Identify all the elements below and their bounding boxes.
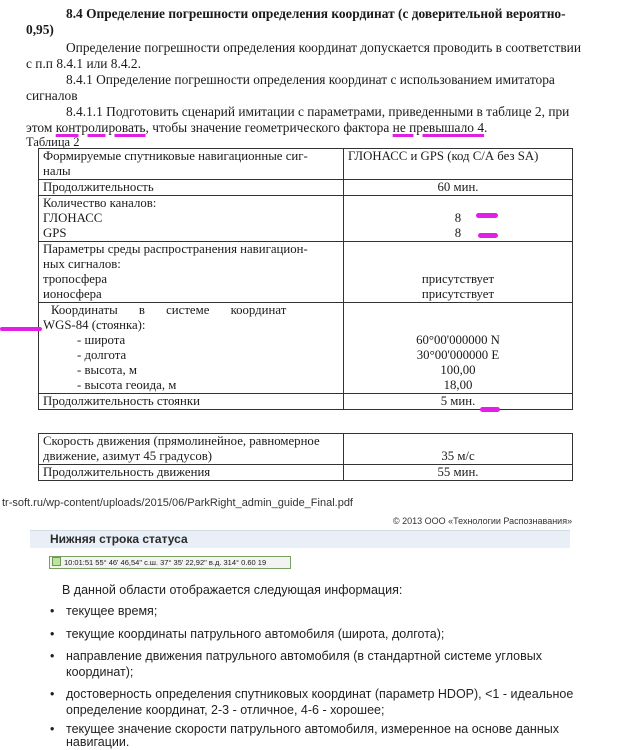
- paragraph-2-cont: сигналов: [26, 88, 78, 103]
- section-header: [30, 530, 570, 548]
- table-2-motion: [38, 433, 573, 481]
- p3-text-e: .: [484, 120, 488, 135]
- cell-label: GPS: [43, 226, 67, 240]
- highlight-marker: [478, 233, 498, 238]
- paragraph-1: Определение погрешности определения координат допускается проводить в соответствии: [66, 40, 582, 55]
- cell-label: ГЛОНАСС: [43, 211, 103, 225]
- cell-label: движение, азимут 45 градусов): [43, 449, 213, 463]
- table-row: [39, 242, 573, 303]
- cell-label: тропосфера: [43, 272, 107, 286]
- list-item-cont: навигации.: [66, 735, 130, 749]
- cell-value: 8: [454, 226, 462, 240]
- cell-value: ГЛОНАСС и GPS (код С/А без SA): [348, 149, 539, 163]
- guide-intro: В данной области отображается следующая информация:: [62, 583, 403, 597]
- cell-value: 30°00'000000 E: [416, 348, 500, 362]
- highlight-control: контролировать: [55, 120, 146, 135]
- table-row: [39, 303, 573, 394]
- list-item: текущее время;: [66, 604, 158, 618]
- p3-text-a: этом: [26, 120, 56, 135]
- list-item: достоверность определения спутниковых координат (параметр HDOP), <1 - идеальное: [66, 687, 574, 701]
- table-row: [39, 434, 573, 465]
- paragraph-3: 8.4.1.1 Подготовить сценарий имитации с параметрами, приведенными в таблице 2, при: [66, 104, 570, 119]
- paragraph-2: 8.4.1 Определение погрешности определения координат с использованием имитатора: [66, 72, 555, 87]
- cell-label: ионосфера: [43, 287, 102, 301]
- list-item: текущее значение скорости патрульного автомобиля, измеренное на основе данных: [66, 722, 559, 736]
- cell-label: - высота, м: [77, 363, 137, 377]
- bullet-icon: •: [50, 722, 55, 736]
- section-heading-cont: 0,95): [26, 22, 54, 37]
- list-item-cont: определение координат, 2-3 - отличное, 4-6 - хорошее;: [66, 703, 385, 717]
- table-2: [38, 148, 573, 410]
- cell-label: - широта: [77, 333, 126, 347]
- highlight-not-exceed: не превышало 4: [392, 120, 485, 135]
- bullet-icon: •: [50, 649, 55, 663]
- cell-label: Продолжительность: [43, 180, 154, 194]
- cell-label: Координаты в системе координат: [51, 303, 287, 317]
- source-url: tr-soft.ru/wp-content/uploads/2015/06/ParkRight_admin_guide_Final.pdf: [2, 497, 353, 509]
- cell-label: WGS-84 (стоянка):: [43, 318, 146, 332]
- table-caption: Таблица 2: [26, 135, 80, 149]
- section-title: Нижняя строка статуса: [50, 532, 188, 546]
- bullet-icon: •: [50, 604, 55, 618]
- list-item-cont: координат);: [66, 665, 134, 679]
- cell-value: 18,00: [443, 378, 473, 392]
- p3-text-c: , чтобы значение геометрического фактора: [145, 120, 393, 135]
- cell-label: Параметры среды распространения навигацион-: [43, 242, 308, 256]
- cell-label: - долгота: [77, 348, 127, 362]
- bullet-icon: •: [50, 687, 55, 701]
- cell-value: присутствует: [421, 287, 495, 301]
- cell-label: - высота геоида, м: [77, 378, 177, 392]
- bullet-icon: •: [50, 627, 55, 641]
- cell-value: 60°00'000000 N: [416, 333, 500, 347]
- status-bar-sample: [49, 556, 291, 569]
- cell-label: Продолжительность стоянки: [43, 394, 200, 408]
- cell-label: ных сигналов:: [43, 257, 121, 271]
- gps-status-icon: [52, 557, 61, 566]
- cell-value: 55 мин.: [437, 465, 479, 479]
- table-row: [39, 465, 573, 481]
- paragraph-1-cont: с п.п 8.4.1 или 8.4.2.: [26, 56, 141, 71]
- cell-value: 35 м/с: [441, 449, 475, 463]
- highlight-marker: [0, 327, 42, 331]
- highlight-marker: [476, 213, 498, 218]
- cell-value: присутствует: [421, 272, 495, 286]
- paragraph-3-cont: [26, 120, 487, 136]
- cell-label: Количество каналов:: [43, 196, 157, 210]
- cell-label: Продолжительность движения: [43, 465, 211, 479]
- cell-value: 60 мин.: [437, 180, 479, 194]
- cell-label: налы: [43, 164, 71, 178]
- status-bar-text: 10:01:51 55° 46' 46,54" с.ш. 37° 35' 22,92" в.д. 314° 0.60 19: [64, 558, 267, 567]
- list-item: направление движения патрульного автомобиля (в стандартной системе угловых: [66, 649, 542, 663]
- cell-value: 8: [454, 211, 462, 225]
- section-heading: 8.4 Определение погрешности определения координат (с доверительной вероятно-: [66, 6, 566, 21]
- highlight-marker: [480, 407, 500, 412]
- cell-value: 100,00: [440, 363, 476, 377]
- table-row: [39, 149, 573, 180]
- cell-label: Формируемые спутниковые навигационные сиг-: [43, 149, 308, 163]
- list-item: текущие координаты патрульного автомобиля (широта, долгота);: [66, 627, 445, 641]
- copyright-text: © 2013 ООО «Технологии Распознавания»: [393, 516, 573, 526]
- cell-label: Скорость движения (прямолинейное, равномерное: [43, 434, 320, 448]
- table-row: [39, 180, 573, 196]
- cell-value: 5 мин.: [440, 394, 476, 408]
